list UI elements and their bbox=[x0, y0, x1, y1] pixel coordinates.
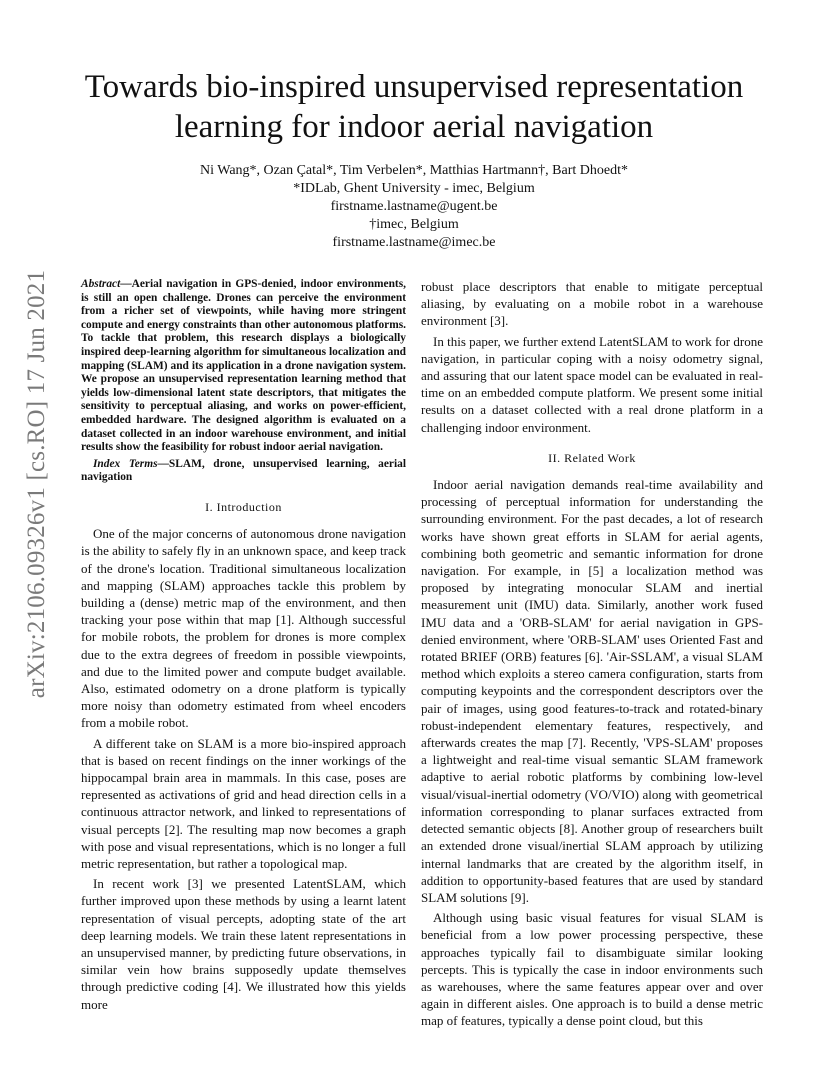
author-block bbox=[0, 162, 828, 252]
intro-paragraph-1: One of the major concerns of autonomous drone navigation is the ability to safely fly in an unknown space, and keep track of the drone's location. Traditional simultaneous localization and mapping (SLAM) approaches tackle this problem by building a (dense) metric map of the environment, and then tracking your pose within that map [1]. Although successful for mobile robots, the problem for drones is more complex due to the extra degrees of freedom in possible viewpoints, and due to the limited power and compute budget available. Also, estimated odometry on a drone platform is typically more noisy than odometry estimated from wheel encoders from a mobile robot. bbox=[81, 526, 406, 731]
related-paragraph-2: Although using basic visual features for visual SLAM is beneficial from a low power processing perspective, these approaches typically fail to disambiguate similar looking percepts. This is typically the case in indoor environments such as warehouses, where the same features appear over and over again in different aisles. One approach is to build a dense metric map of features, typically a dense point cloud, but this bbox=[421, 910, 763, 1029]
arxiv-identifier: arXiv:2106.09326v1 [cs.RO] 17 Jun 2021 bbox=[23, 269, 50, 699]
right-column bbox=[421, 278, 763, 1033]
intro-paragraph-4: In this paper, we further extend LatentSLAM to work for drone navigation, in particular coping with a noisy odometry signal, and assuring that our latent space model can be evaluated in real-time on an embedded compute platform. We present some initial results on a dataset collected with a real drone platform in a challenging indoor environment. bbox=[421, 333, 763, 435]
abstract-lead: Abstract bbox=[81, 278, 121, 290]
abstract-text: —Aerial navigation in GPS-denied, indoor environments, is still an open challenge. Drones can perceive the environment from a richer set of viewpoints, while having more stringent compute and energy constraints than other autonomous platforms. To tackle that problem, this research displays a biologically inspired deep-learning algorithm for simultaneous localization and mapping (SLAM) and its application in a drone navigation system. We propose an unsupervised representation learning method that yields low-dimensional latent state descriptors, that mitigates the sensitivity to perceptual aliasing, and works on power-efficient, embedded hardware. The designed algorithm is evaluated on a dataset collected in an indoor warehouse environment, and initial results show the feasibility for robust indoor aerial navigation. bbox=[81, 278, 406, 454]
index-terms-lead: Index Terms bbox=[93, 457, 158, 470]
email-imec: firstname.lastname@imec.be bbox=[332, 235, 496, 250]
author-list: Ni Wang*, Ozan Çatal*, Tim Verbelen*, Matthias Hartmann†, Bart Dhoedt* bbox=[199, 163, 628, 178]
intro-paragraph-3-continued: robust place descriptors that enable to mitigate perceptual aliasing, by evaluating on a mobile robot in a warehouse environment [3]. bbox=[421, 279, 763, 329]
section-heading-introduction: I. Introduction bbox=[205, 499, 282, 514]
index-terms bbox=[81, 458, 406, 485]
affiliation-idlab: *IDLab, Ghent University - imec, Belgium bbox=[293, 181, 535, 196]
email-ugent: firstname.lastname@ugent.be bbox=[330, 199, 498, 214]
index-terms-text: —SLAM, drone, unsupervised learning, aerial navigation bbox=[81, 457, 406, 484]
paper-title: Towards bio-inspired unsupervised representation learning for indoor aerial navigation bbox=[84, 69, 744, 145]
left-column bbox=[81, 278, 406, 1016]
intro-paragraph-3: In recent work [3] we presented LatentSLAM, which further improved upon these methods by using a learnt latent representation of visual percepts, adopting state of the art deep learning models. We train these latent representations in an unsupervised manner, by predicting future observations, in similar vein how brains supposedly update themselves through predictive coding [4]. We illustrated how this yields more bbox=[81, 876, 406, 1012]
section-heading-related-work: II. Related Work bbox=[548, 450, 636, 465]
related-paragraph-1: Indoor aerial navigation demands real-time availability and processing of perceptual information for understanding the surrounding environment. For the past decades, a lot of research works have shown great efforts in SLAM for aerial agents, combining both geometric and semantic information for drone navigation. For example, in [5] a localization method was proposed by integrating monocular SLAM and inertial measurement unit (IMU) data. Similarly, another work fused IMU data and a 'ORB-SLAM' for aerial navigation in GPS-denied environment, where 'ORB-SLAM' uses Oriented Fast and rotated BRIEF (ORB) features [6]. 'Air-SSLAM', a visual SLAM method which exploits a stereo camera configuration, starts from computing keypoints and the correspondent descriptors over the pair of images, using good features-to-track and rotated-binary robust-independent elementary features, respectively, and afterwards creates the map [7]. Recently, 'VPS-SLAM' proposes a lightweight and real-time visual semantic SLAM framework adaptive to aerial robotic platforms by combining low-level visual/visual-inertial odometry (VO/VIO) along with geometrical information corresponding to planar surfaces extracted from detected semantic objects [8]. Another group of researchers built an extended drone visual/inertial SLAM approach by utilizing internal landmarks that are created by the algorithm itself, in addition to opportunity-based features that are used by standard SLAM solutions [9]. bbox=[421, 477, 763, 905]
intro-paragraph-2: A different take on SLAM is a more bio-inspired approach that is based on recent findings on the inner workings of the hippocampal brain area in mammals. In this case, poses are represented as activations of grid and head direction cells in a continuous attractor network, and linked to representations of visual percepts [2]. The resulting map now becomes a graph with pose and visual representations, which is no longer a full metric representation, but rather a topological map. bbox=[81, 735, 406, 871]
affiliation-imec: †imec, Belgium bbox=[369, 217, 459, 232]
abstract bbox=[81, 278, 406, 455]
arxiv-sidebar bbox=[23, 269, 50, 699]
